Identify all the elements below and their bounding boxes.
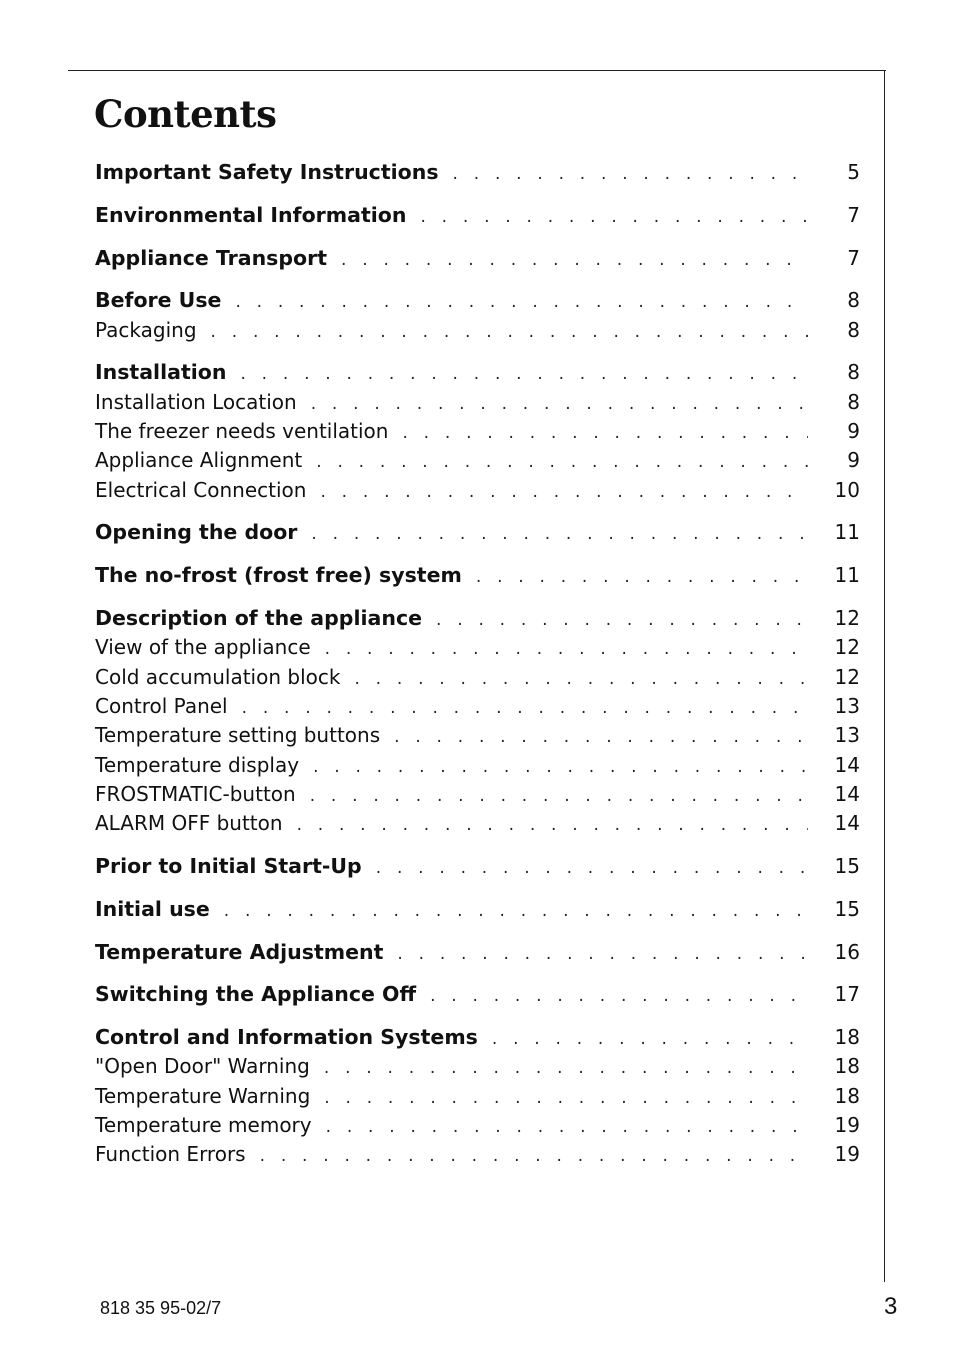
- toc-section: [95, 358, 860, 504]
- table-of-contents: [95, 158, 860, 1183]
- toc-subentry[interactable]: [95, 809, 860, 838]
- toc-subentry-title: Temperature memory: [95, 1113, 312, 1138]
- dot-leader: [492, 1025, 808, 1054]
- toc-subentry-title: Electrical Connection: [95, 477, 307, 502]
- dot-leader: [310, 782, 808, 811]
- toc-subentry[interactable]: [95, 476, 860, 505]
- toc-entry[interactable]: [95, 938, 860, 967]
- toc-entry-title: Description of the appliance: [95, 606, 423, 631]
- dot-leader: [476, 563, 808, 592]
- dot-leader: [242, 694, 808, 723]
- toc-subentry-title: ALARM OFF button: [95, 811, 283, 836]
- toc-entry-title: Prior to Initial Start-Up: [95, 853, 362, 878]
- toc-subentry-title: Control Panel: [95, 693, 228, 718]
- toc-entry-title: Opening the door: [95, 520, 298, 545]
- toc-subentry-page: 12: [834, 635, 860, 660]
- dot-leader: [211, 318, 808, 347]
- toc-subentry-title: "Open Door" Warning: [95, 1054, 310, 1079]
- toc-subentry[interactable]: [95, 446, 860, 475]
- toc-entry[interactable]: [95, 852, 860, 881]
- dot-leader: [297, 811, 808, 840]
- dot-leader: [240, 360, 808, 389]
- toc-entry-page: 15: [834, 896, 860, 921]
- toc-section: [95, 938, 860, 967]
- document-code: 818 35 95-02/7: [100, 1298, 222, 1318]
- dot-leader: [313, 753, 808, 782]
- toc-entry-page: 15: [834, 853, 860, 878]
- toc-subentry-page: 13: [834, 723, 860, 748]
- toc-entry[interactable]: [95, 518, 860, 547]
- page-title: Contents: [94, 92, 277, 136]
- dot-leader: [394, 723, 808, 752]
- toc-subentry-page: 14: [834, 811, 860, 836]
- toc-subentry-page: 8: [847, 317, 860, 342]
- toc-subentry-page: 19: [834, 1142, 860, 1167]
- dot-leader: [324, 1084, 808, 1113]
- toc-subentry-page: 12: [834, 664, 860, 689]
- toc-entry-page: 7: [847, 245, 860, 270]
- toc-entry-title: The no-frost (frost free) system: [95, 563, 462, 588]
- toc-entry-title: Control and Information Systems: [95, 1025, 478, 1050]
- dot-leader: [376, 854, 808, 883]
- toc-subentry[interactable]: [95, 1052, 860, 1081]
- dot-leader: [430, 982, 808, 1011]
- toc-subentry[interactable]: [95, 721, 860, 750]
- toc-entry-title: Initial use: [95, 896, 210, 921]
- right-border-rule: [884, 70, 885, 1282]
- dot-leader: [224, 897, 808, 926]
- toc-entry-page: 11: [834, 520, 860, 545]
- toc-subentry[interactable]: [95, 388, 860, 417]
- toc-subentry-title: Packaging: [95, 317, 197, 342]
- toc-section: [95, 158, 860, 187]
- toc-section: [95, 561, 860, 590]
- dot-leader: [397, 940, 808, 969]
- toc-entry-page: 12: [834, 606, 860, 631]
- toc-subentry[interactable]: [95, 780, 860, 809]
- dot-leader: [260, 1142, 808, 1171]
- toc-entry-page: 5: [847, 160, 860, 184]
- toc-entry-page: 7: [847, 202, 860, 227]
- toc-section: [95, 201, 860, 230]
- toc-entry-page: 18: [834, 1025, 860, 1050]
- toc-subentry-title: Function Errors: [95, 1142, 246, 1167]
- toc-entry-page: 16: [834, 939, 860, 964]
- toc-entry-title: Important Safety Instructions: [95, 160, 439, 184]
- toc-entry[interactable]: [95, 201, 860, 230]
- dot-leader: [326, 1113, 808, 1142]
- toc-entry[interactable]: [95, 244, 860, 273]
- toc-entry[interactable]: [95, 286, 860, 315]
- toc-subentry[interactable]: [95, 663, 860, 692]
- toc-section: [95, 604, 860, 838]
- toc-subentry-title: Temperature Warning: [95, 1083, 311, 1108]
- toc-subentry-page: 9: [847, 419, 860, 444]
- toc-entry[interactable]: [95, 561, 860, 590]
- toc-subentry-page: 10: [834, 477, 860, 502]
- page-number: 3: [884, 1293, 898, 1320]
- toc-entry[interactable]: [95, 980, 860, 1009]
- dot-leader: [311, 390, 808, 419]
- toc-subentry[interactable]: [95, 417, 860, 446]
- toc-entry-page: 8: [847, 360, 860, 385]
- toc-entry-page: 11: [834, 563, 860, 588]
- toc-subentry[interactable]: [95, 633, 860, 662]
- toc-subentry-page: 13: [834, 693, 860, 718]
- toc-subentry[interactable]: [95, 1082, 860, 1111]
- dot-leader: [453, 160, 808, 189]
- dot-leader: [354, 665, 808, 694]
- toc-subentry[interactable]: [95, 692, 860, 721]
- dot-leader: [311, 520, 808, 549]
- toc-subentry-title: Temperature setting buttons: [95, 723, 381, 748]
- toc-entry[interactable]: [95, 895, 860, 924]
- toc-subentry-title: Appliance Alignment: [95, 448, 303, 473]
- toc-entry-title: Appliance Transport: [95, 245, 328, 270]
- dot-leader: [420, 203, 808, 232]
- toc-section: [95, 286, 860, 345]
- toc-entry-title: Before Use: [95, 288, 222, 313]
- toc-entry-title: Installation: [95, 360, 227, 385]
- dot-leader: [316, 448, 808, 477]
- toc-subentry-title: FROSTMATIC-button: [95, 781, 296, 806]
- toc-subentry-title: Temperature display: [95, 752, 300, 777]
- dot-leader: [324, 1054, 808, 1083]
- toc-subentry[interactable]: [95, 1140, 860, 1169]
- toc-section: [95, 852, 860, 881]
- toc-subentry[interactable]: [95, 316, 860, 345]
- toc-subentry-title: The freezer needs ventilation: [95, 419, 389, 444]
- toc-subentry[interactable]: [95, 751, 860, 780]
- toc-section: [95, 1023, 860, 1169]
- toc-entry-page: 8: [847, 288, 860, 313]
- toc-subentry-page: 14: [834, 781, 860, 806]
- dot-leader: [436, 606, 808, 635]
- toc-subentry-page: 18: [834, 1083, 860, 1108]
- toc-subentry[interactable]: [95, 1111, 860, 1140]
- toc-entry-page: 17: [834, 982, 860, 1007]
- dot-leader: [320, 478, 808, 507]
- toc-subentry-page: 19: [834, 1113, 860, 1138]
- toc-section: [95, 980, 860, 1009]
- toc-subentry-page: 14: [834, 752, 860, 777]
- toc-section: [95, 895, 860, 924]
- toc-entry-title: Temperature Adjustment: [95, 939, 384, 964]
- dot-leader: [402, 419, 808, 448]
- toc-entry-title: Switching the Appliance Off: [95, 982, 417, 1007]
- toc-entry-title: Environmental Information: [95, 202, 407, 227]
- toc-subentry-title: Installation Location: [95, 389, 297, 414]
- toc-section: [95, 518, 860, 547]
- toc-entry[interactable]: [95, 1023, 860, 1052]
- toc-section: [95, 244, 860, 273]
- toc-subentry-page: 9: [847, 448, 860, 473]
- toc-subentry-page: 18: [834, 1054, 860, 1079]
- dot-leader: [341, 246, 808, 275]
- top-border-rule: [68, 70, 886, 71]
- toc-entry[interactable]: [95, 358, 860, 387]
- toc-subentry-page: 8: [847, 389, 860, 414]
- dot-leader: [325, 635, 808, 664]
- dot-leader: [235, 288, 808, 317]
- toc-entry[interactable]: [95, 604, 860, 633]
- toc-subentry-title: Cold accumulation block: [95, 664, 341, 689]
- toc-entry[interactable]: [95, 158, 860, 187]
- toc-subentry-title: View of the appliance: [95, 635, 311, 660]
